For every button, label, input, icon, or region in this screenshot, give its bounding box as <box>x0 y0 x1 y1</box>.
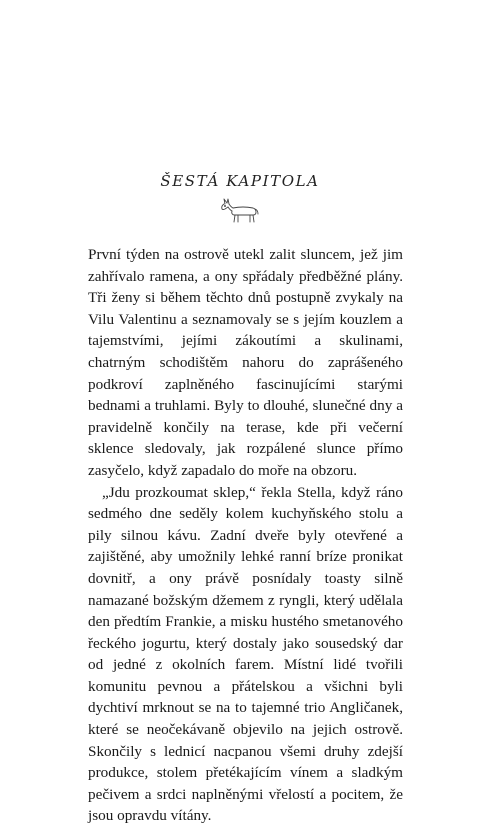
chapter-text <box>88 244 403 827</box>
paragraph: „Jdu prozkoumat sklep,“ řekla Stella, když ráno sedmého dne seděly kolem kuchyňského stolu a pily silnou kávu. Zadní dveře byly otevřené a zajištěné, aby umožnily lehké ranní bríze pronikat dovnitř, a ony právě posnídaly toasty silně namazané božským džemem z ryngli, který udělala den předtím Frankie, a misku hustého smetanového řeckého jogurtu, který dostaly jako sousedský dar od jedné z okolních farem. Místní lidé tvořili komunitu pevnou a přátelskou a všichni byli dychtiví mrknout se na to tajemné trio Angličanek, které se neočekávaně objevilo na jejich ostrově. Skončily s lednicí nacpanou všemi druhy zdejší produkce, stolem přetékajícím vínem a sladkým pečivem a srdci naplněnými vřelostí a pocitem, že jsou opravdu vítány. <box>88 483 403 825</box>
paragraph: První týden na ostrově utekl zalit sluncem, jež jim zahřívalo ramena, a ony spřádaly předběžné plány. Tři ženy si během těchto dnů postupně zvykaly na Vilu Valentinu a seznamovaly se s jejím kouzlem a tajemstvími, jejími zákoutími a skulinami, chatrným schodištěm nahoru do zaprášeného podkroví zaplněného fascinujícími starými bednami a truhlami. Byly to dlouhé, slunečné dny a pravidelně končily na terase, kde při večerní sklence sledovaly, jak rozpálené slunce přímo zasyčelo, když zapadalo do moře na obzoru. <box>88 246 403 479</box>
donkey-icon <box>221 198 261 224</box>
chapter-title: ŠESTÁ KAPITOLA <box>160 172 320 190</box>
